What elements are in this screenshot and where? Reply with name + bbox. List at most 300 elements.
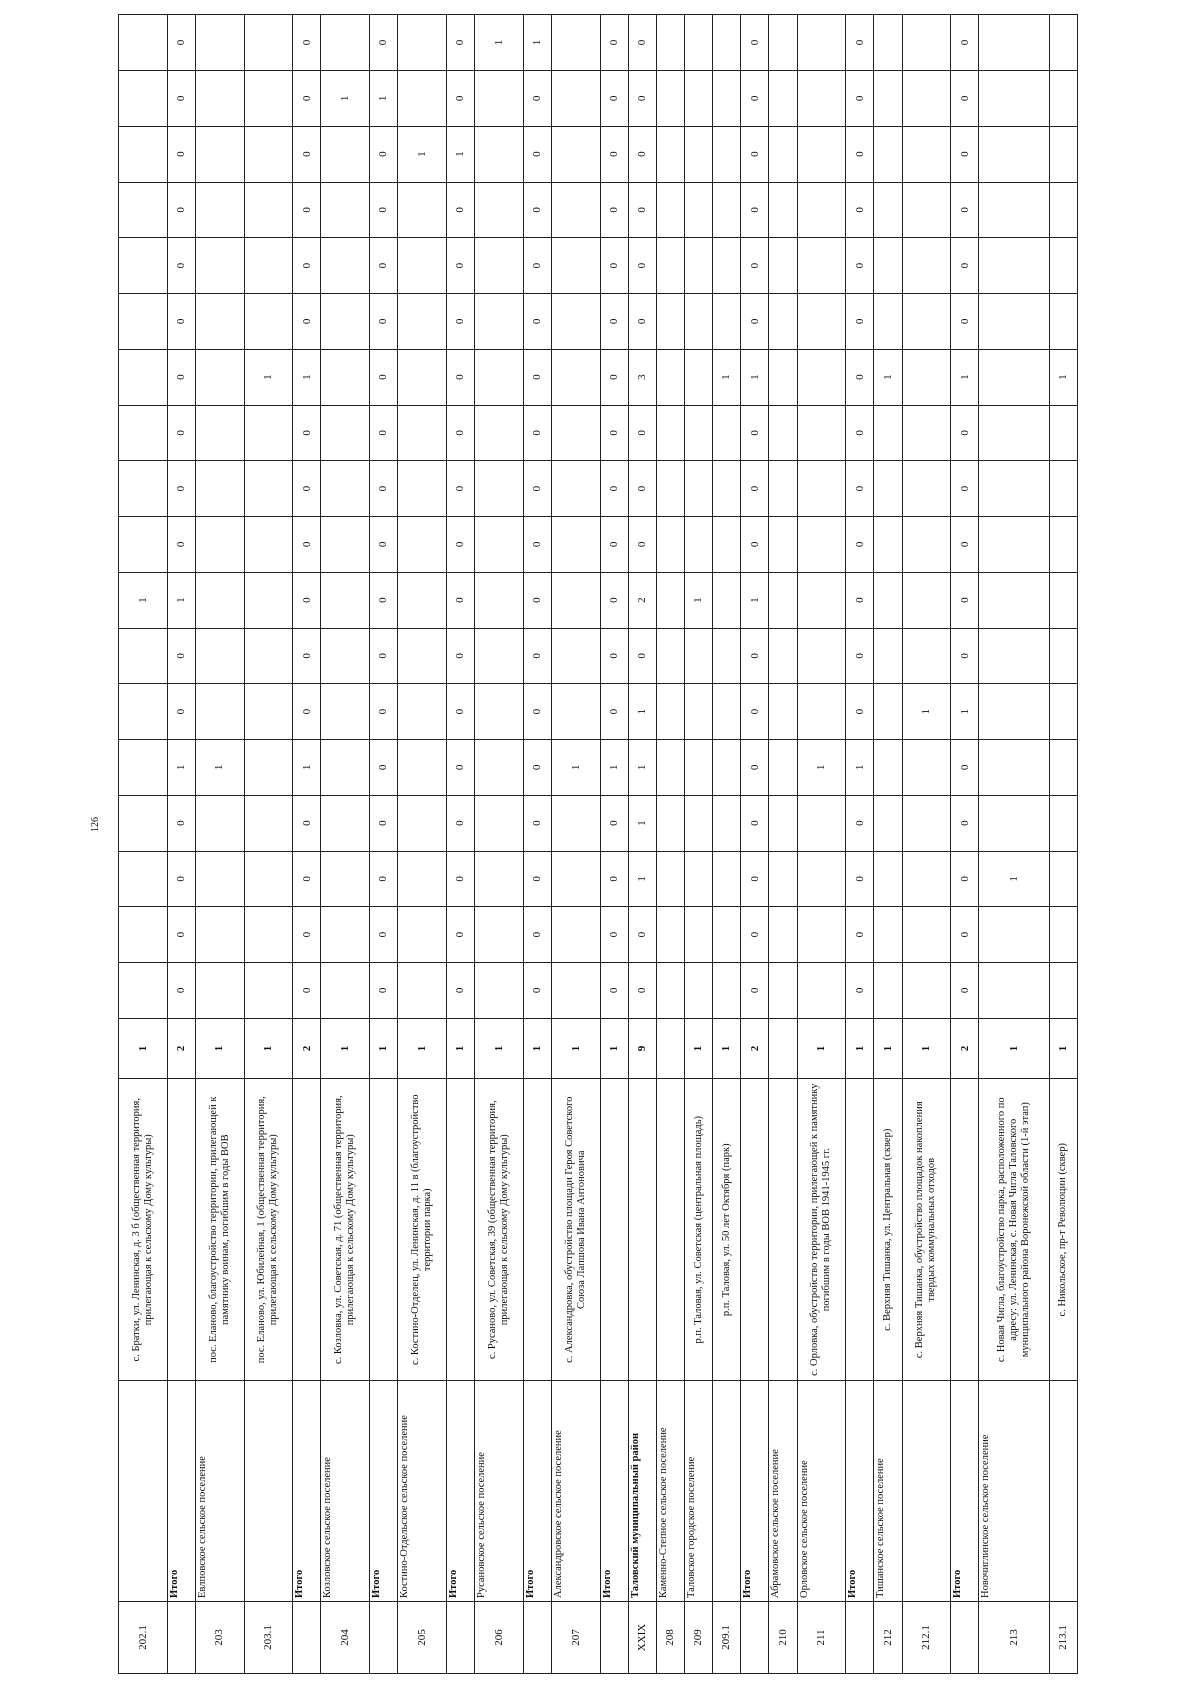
value-cell (657, 907, 685, 963)
table-row (657, 15, 685, 1674)
value-cell (685, 851, 713, 907)
row-number-cell (951, 1601, 979, 1673)
value-cell (1049, 963, 1077, 1019)
value-cell (552, 572, 601, 628)
value-cell: 1 (628, 851, 656, 907)
table-row (447, 15, 475, 1674)
row-number-cell (167, 1601, 195, 1673)
value-cell: 0 (167, 851, 195, 907)
settlement-label-cell: Александровское сельское поселение (552, 1381, 601, 1602)
value-cell: 0 (600, 294, 628, 350)
value-cell: 1 (195, 1018, 244, 1078)
value-cell (874, 851, 902, 907)
value-cell (657, 795, 685, 851)
value-cell: 0 (167, 405, 195, 461)
value-cell (902, 71, 951, 127)
value-cell: 3 (628, 349, 656, 405)
value-cell: 0 (523, 740, 551, 796)
value-cell: 0 (600, 182, 628, 238)
value-cell (398, 71, 447, 127)
value-cell (244, 405, 293, 461)
value-cell (552, 238, 601, 294)
value-cell (769, 517, 797, 573)
address-cell: с. Братки, ул. Ленинская, д. 3 б (общественная территория, прилегающая к сельскому Дому культуры) (119, 1079, 168, 1381)
value-cell (119, 71, 168, 127)
value-cell (657, 461, 685, 517)
value-cell (713, 238, 741, 294)
row-number-cell: 204 (321, 1601, 370, 1673)
value-cell: 0 (628, 71, 656, 127)
value-cell: 0 (370, 628, 398, 684)
value-cell (1049, 126, 1077, 182)
value-cell: 0 (628, 15, 656, 71)
value-cell: 0 (167, 349, 195, 405)
value-cell (195, 795, 244, 851)
value-cell: 1 (398, 126, 447, 182)
settlement-label-cell (1049, 1381, 1077, 1602)
value-cell (244, 572, 293, 628)
value-cell (797, 71, 846, 127)
row-number-cell: 206 (475, 1601, 524, 1673)
value-cell: 0 (951, 461, 979, 517)
value-cell (321, 740, 370, 796)
value-cell (398, 517, 447, 573)
value-cell: 0 (741, 126, 769, 182)
value-cell: 1 (713, 1018, 741, 1078)
table-row (979, 15, 1049, 1674)
value-cell (902, 294, 951, 350)
value-cell (119, 405, 168, 461)
value-cell: 0 (167, 71, 195, 127)
value-cell: 0 (846, 851, 874, 907)
value-cell: 0 (628, 238, 656, 294)
value-cell (398, 740, 447, 796)
value-cell (321, 126, 370, 182)
value-cell: 0 (523, 461, 551, 517)
settlement-label-cell: Итого (370, 1381, 398, 1602)
value-cell: 0 (370, 349, 398, 405)
settlement-label-cell: Итого (167, 1381, 195, 1602)
value-cell (874, 963, 902, 1019)
value-cell: 0 (523, 795, 551, 851)
value-cell (874, 15, 902, 71)
value-cell: 1 (846, 740, 874, 796)
value-cell (244, 963, 293, 1019)
settlement-label-cell (713, 1381, 741, 1602)
value-cell: 0 (293, 71, 321, 127)
value-cell (713, 126, 741, 182)
table-row (600, 15, 628, 1674)
value-cell (398, 238, 447, 294)
value-cell (244, 182, 293, 238)
value-cell (797, 238, 846, 294)
value-cell (685, 684, 713, 740)
value-cell: 0 (293, 851, 321, 907)
value-cell (769, 851, 797, 907)
value-cell: 2 (951, 1018, 979, 1078)
value-cell (657, 1018, 685, 1078)
value-cell (902, 963, 951, 1019)
value-cell: 0 (370, 405, 398, 461)
table-row (321, 15, 370, 1674)
value-cell (979, 740, 1049, 796)
value-cell (902, 461, 951, 517)
value-cell: 1 (600, 740, 628, 796)
table-row (797, 15, 846, 1674)
row-number-cell: 212 (874, 1601, 902, 1673)
value-cell: 0 (370, 572, 398, 628)
value-cell: 0 (370, 851, 398, 907)
value-cell (979, 517, 1049, 573)
value-cell: 1 (951, 684, 979, 740)
value-cell: 0 (846, 963, 874, 1019)
value-cell: 0 (846, 15, 874, 71)
value-cell (902, 851, 951, 907)
value-cell (475, 349, 524, 405)
value-cell (979, 963, 1049, 1019)
settlement-label-cell: Итого (600, 1381, 628, 1602)
value-cell (475, 851, 524, 907)
value-cell: 0 (741, 182, 769, 238)
value-cell (244, 126, 293, 182)
settlement-label-cell: Русановское сельское поселение (475, 1381, 524, 1602)
value-cell: 0 (600, 795, 628, 851)
value-cell: 1 (874, 1018, 902, 1078)
value-cell (797, 795, 846, 851)
value-cell: 0 (741, 294, 769, 350)
value-cell (475, 684, 524, 740)
value-cell: 0 (600, 349, 628, 405)
table-row (167, 15, 195, 1674)
value-cell: 0 (523, 628, 551, 684)
value-cell: 0 (600, 126, 628, 182)
value-cell (244, 15, 293, 71)
settlement-label-cell (119, 1381, 168, 1602)
value-cell: 2 (167, 1018, 195, 1078)
address-cell: р.п. Таловая, ул. Советская (центральная площадь) (685, 1079, 713, 1381)
value-cell (769, 461, 797, 517)
value-cell: 0 (447, 517, 475, 573)
value-cell (979, 182, 1049, 238)
value-cell (769, 182, 797, 238)
value-cell: 2 (741, 1018, 769, 1078)
value-cell: 0 (447, 907, 475, 963)
address-cell: с. Верхняя Тишанка, обустройство площадок накопления твердых коммунальных отходов (902, 1079, 951, 1381)
value-cell (321, 461, 370, 517)
value-cell: 0 (447, 294, 475, 350)
value-cell (874, 71, 902, 127)
value-cell: 0 (951, 182, 979, 238)
value-cell: 0 (167, 238, 195, 294)
value-cell (685, 294, 713, 350)
value-cell: 0 (741, 71, 769, 127)
value-cell: 0 (293, 517, 321, 573)
value-cell: 0 (951, 71, 979, 127)
value-cell: 0 (951, 963, 979, 1019)
value-cell (321, 795, 370, 851)
value-cell: 0 (370, 795, 398, 851)
value-cell (713, 851, 741, 907)
address-cell (741, 1079, 769, 1381)
value-cell: 0 (951, 294, 979, 350)
value-cell: 0 (846, 517, 874, 573)
table-row (119, 15, 168, 1674)
value-cell: 1 (797, 1018, 846, 1078)
value-cell (685, 907, 713, 963)
value-cell: 0 (741, 907, 769, 963)
value-cell (1049, 517, 1077, 573)
address-cell (846, 1079, 874, 1381)
value-cell (685, 71, 713, 127)
value-cell: 1 (370, 71, 398, 127)
value-cell (119, 294, 168, 350)
value-cell (874, 740, 902, 796)
value-cell (244, 628, 293, 684)
value-cell (398, 349, 447, 405)
value-cell: 0 (447, 15, 475, 71)
value-cell (475, 517, 524, 573)
value-cell (979, 294, 1049, 350)
value-cell (119, 349, 168, 405)
address-cell (167, 1079, 195, 1381)
value-cell (244, 71, 293, 127)
value-cell (244, 907, 293, 963)
value-cell (713, 517, 741, 573)
value-cell (119, 628, 168, 684)
value-cell (657, 126, 685, 182)
settlement-label-cell: Итого (951, 1381, 979, 1602)
value-cell: 0 (523, 71, 551, 127)
value-cell (797, 405, 846, 461)
value-cell (769, 907, 797, 963)
row-number-cell: 209 (685, 1601, 713, 1673)
value-cell (552, 294, 601, 350)
address-cell: с. Новая Чигла, благоустройство парка, расположенного по адресу: ул. Ленинская, с. Новая Чигла Таловского муниципального района Воронежской области (1-й этап) (979, 1079, 1049, 1381)
value-cell (979, 684, 1049, 740)
table-row (951, 15, 979, 1674)
value-cell: 1 (741, 349, 769, 405)
value-cell (797, 349, 846, 405)
value-cell: 0 (293, 572, 321, 628)
value-cell (769, 684, 797, 740)
value-cell: 0 (523, 238, 551, 294)
value-cell (902, 15, 951, 71)
value-cell: 0 (370, 907, 398, 963)
value-cell: 0 (167, 684, 195, 740)
value-cell: 1 (119, 1018, 168, 1078)
value-cell (713, 71, 741, 127)
value-cell: 0 (523, 405, 551, 461)
value-cell (797, 126, 846, 182)
value-cell (552, 182, 601, 238)
value-cell: 1 (713, 349, 741, 405)
value-cell (874, 684, 902, 740)
value-cell: 0 (951, 126, 979, 182)
settlement-label-cell: Итого (523, 1381, 551, 1602)
value-cell: 0 (951, 405, 979, 461)
value-cell (1049, 461, 1077, 517)
value-cell: 1 (447, 1018, 475, 1078)
table-row (293, 15, 321, 1674)
value-cell: 0 (370, 238, 398, 294)
row-number-cell: 209.1 (713, 1601, 741, 1673)
value-cell: 0 (447, 684, 475, 740)
settlement-label-cell: Таловский муниципальный район (628, 1381, 656, 1602)
value-cell: 0 (447, 182, 475, 238)
value-cell: 0 (741, 740, 769, 796)
value-cell: 0 (951, 907, 979, 963)
value-cell (713, 740, 741, 796)
value-cell (979, 461, 1049, 517)
value-cell (475, 963, 524, 1019)
address-cell (769, 1079, 797, 1381)
value-cell (195, 15, 244, 71)
value-cell: 1 (293, 740, 321, 796)
value-cell: 0 (600, 851, 628, 907)
value-cell (321, 963, 370, 1019)
value-cell: 1 (523, 15, 551, 71)
row-number-cell: 212.1 (902, 1601, 951, 1673)
value-cell (119, 182, 168, 238)
value-cell (475, 572, 524, 628)
value-cell (398, 851, 447, 907)
table-row (874, 15, 902, 1674)
value-cell: 1 (321, 1018, 370, 1078)
value-cell: 0 (167, 907, 195, 963)
value-cell: 0 (741, 461, 769, 517)
value-cell (902, 740, 951, 796)
value-cell (874, 294, 902, 350)
value-cell (244, 517, 293, 573)
value-cell: 0 (293, 405, 321, 461)
value-cell (119, 238, 168, 294)
value-cell: 1 (1049, 349, 1077, 405)
settlement-label-cell (902, 1381, 951, 1602)
value-cell: 0 (628, 405, 656, 461)
value-cell (195, 684, 244, 740)
value-cell (475, 628, 524, 684)
value-cell (657, 684, 685, 740)
value-cell: 0 (370, 15, 398, 71)
value-cell (797, 572, 846, 628)
value-cell: 0 (846, 182, 874, 238)
settlement-label-cell: Козловское сельское поселение (321, 1381, 370, 1602)
value-cell (657, 238, 685, 294)
value-cell (685, 126, 713, 182)
value-cell: 1 (628, 684, 656, 740)
value-cell: 0 (167, 126, 195, 182)
value-cell (398, 182, 447, 238)
value-cell (552, 851, 601, 907)
value-cell (119, 15, 168, 71)
value-cell: 0 (523, 182, 551, 238)
value-cell: 0 (447, 461, 475, 517)
value-cell (119, 963, 168, 1019)
value-cell (1049, 15, 1077, 71)
value-cell: 0 (293, 15, 321, 71)
value-cell (398, 795, 447, 851)
settlement-label-cell: Абрамовское сельское поселение (769, 1381, 797, 1602)
address-cell: с. Русаново, ул. Советская, 39 (общественная территория, прилегающая к сельскому Дому культуры) (475, 1079, 524, 1381)
value-cell (657, 740, 685, 796)
value-cell (979, 126, 1049, 182)
settlement-label-cell: Итого (741, 1381, 769, 1602)
settlement-label-cell: Итого (846, 1381, 874, 1602)
value-cell (398, 628, 447, 684)
value-cell (398, 461, 447, 517)
value-cell (713, 294, 741, 350)
value-cell (119, 684, 168, 740)
value-cell: 0 (447, 963, 475, 1019)
address-cell: пос. Еланово, благоустройство территории, прилегающей к памятнику воинам, погибшим в годы ВОВ (195, 1079, 244, 1381)
value-cell: 0 (628, 628, 656, 684)
value-cell (321, 294, 370, 350)
value-cell (657, 405, 685, 461)
value-cell: 0 (600, 71, 628, 127)
value-cell (552, 405, 601, 461)
value-cell (657, 572, 685, 628)
table-row (552, 15, 601, 1674)
settlement-label-cell (244, 1381, 293, 1602)
value-cell (902, 126, 951, 182)
value-cell: 1 (797, 740, 846, 796)
value-cell (769, 349, 797, 405)
table-row (370, 15, 398, 1674)
table-row (1049, 15, 1077, 1674)
value-cell (398, 572, 447, 628)
value-cell (552, 71, 601, 127)
value-cell (769, 1018, 797, 1078)
value-cell: 0 (628, 182, 656, 238)
row-number-cell: 213.1 (1049, 1601, 1077, 1673)
value-cell: 0 (600, 15, 628, 71)
value-cell (902, 572, 951, 628)
value-cell: 9 (628, 1018, 656, 1078)
value-cell (979, 405, 1049, 461)
value-cell (713, 572, 741, 628)
value-cell: 0 (523, 294, 551, 350)
value-cell: 0 (741, 963, 769, 1019)
settlement-label-cell: Итого (447, 1381, 475, 1602)
value-cell: 0 (600, 461, 628, 517)
value-cell (244, 684, 293, 740)
value-cell (552, 15, 601, 71)
value-cell: 0 (293, 684, 321, 740)
value-cell (874, 517, 902, 573)
value-cell: 0 (293, 238, 321, 294)
value-cell: 0 (600, 628, 628, 684)
value-cell: 1 (293, 349, 321, 405)
value-cell (398, 963, 447, 1019)
value-cell (797, 461, 846, 517)
value-cell (902, 405, 951, 461)
address-cell (370, 1079, 398, 1381)
value-cell (657, 963, 685, 1019)
value-cell (902, 517, 951, 573)
value-cell: 1 (685, 1018, 713, 1078)
value-cell (979, 71, 1049, 127)
value-cell (979, 907, 1049, 963)
value-cell (657, 349, 685, 405)
value-cell (685, 182, 713, 238)
value-cell (769, 294, 797, 350)
table-row (628, 15, 656, 1674)
value-cell (195, 851, 244, 907)
value-cell (979, 628, 1049, 684)
value-cell: 0 (370, 461, 398, 517)
value-cell (552, 684, 601, 740)
value-cell: 0 (600, 517, 628, 573)
